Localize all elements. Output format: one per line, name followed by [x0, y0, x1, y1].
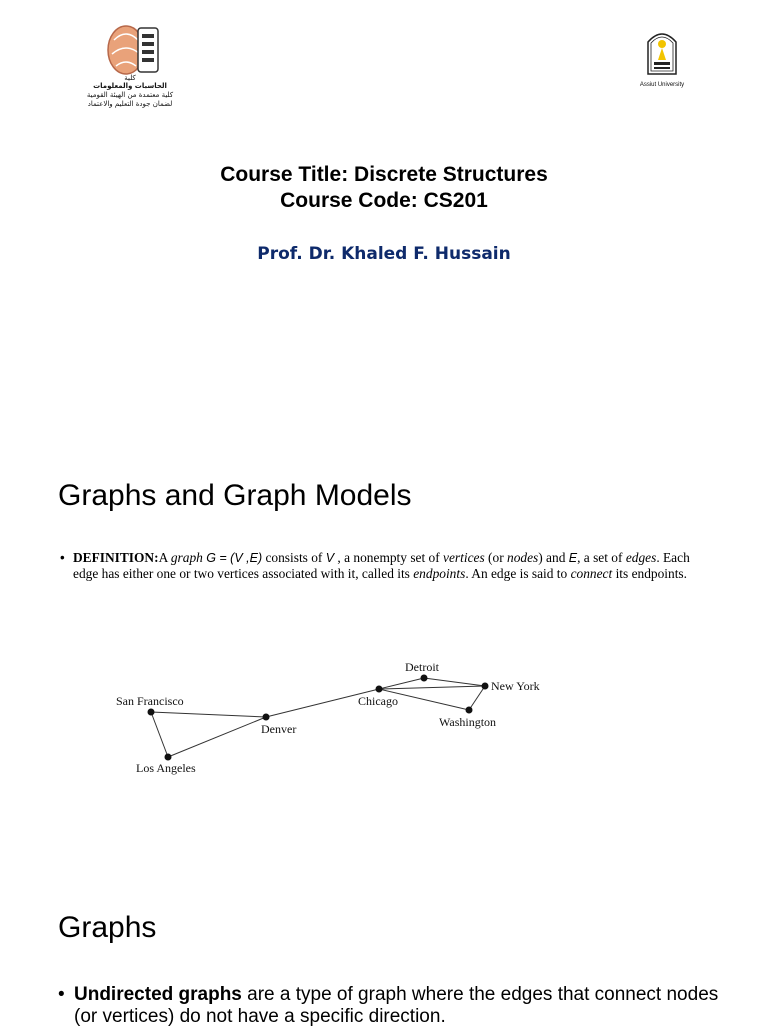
title-slide: [0, 0, 768, 440]
university-emblem-icon: [620, 28, 704, 78]
edge-la-denver: [168, 717, 266, 757]
edge-detroit-newyork: [424, 678, 485, 686]
university-logo: [620, 28, 704, 98]
faculty-name-line1: كلية: [124, 74, 136, 82]
undirected-text: Undirected graphs are a type of graph where the edges that connect nodes (or vertices) do not have a specific direction.: [74, 984, 719, 1027]
professor-name: Prof. Dr. Khaled F. Hussain: [257, 244, 511, 264]
label-new-york: New York: [491, 679, 540, 693]
faculty-accreditation-line2: لضمان جودة التعليم والاعتماد: [87, 100, 173, 108]
label-washington: Washington: [439, 715, 497, 729]
graphs-slide: [0, 880, 768, 1027]
edge-washington-newyork: [469, 686, 485, 710]
label-chicago: Chicago: [358, 694, 398, 708]
node-detroit: [421, 675, 428, 682]
node-new-york: [482, 683, 489, 690]
undirected-bullet: [58, 984, 738, 1028]
faculty-accreditation-line1: كلية معتمدة من الهيئة القومية: [86, 91, 174, 99]
faculty-logo: [84, 20, 176, 120]
definition-bullet: [60, 550, 710, 582]
node-los-angeles: [165, 754, 172, 761]
label-detroit: Detroit: [405, 660, 439, 674]
city-graph: [0, 645, 768, 795]
node-washington: [466, 707, 473, 714]
label-denver: Denver: [261, 722, 297, 736]
definition-text: DEFINITION:A graph G = (V ,E) consists of V , a nonempty set of vertices (or nodes) and E, a set of edges. Each edge has either one or two vertices associated with it, called its endpoints. An edge is said to connect its endpoints.: [73, 550, 690, 581]
course-heading: [0, 162, 768, 214]
slide-title: Graphs and Graph Models: [58, 479, 412, 512]
course-code: Course Code: CS201: [280, 189, 488, 212]
graph-models-slide: [0, 440, 768, 880]
bullet-icon: •: [60, 550, 65, 565]
slide-title: Graphs: [58, 911, 157, 944]
faculty-name-line2: الحاسبات والمعلومات: [93, 82, 167, 90]
label-los-angeles: Los Angeles: [136, 761, 196, 775]
edge-chicago-detroit: [379, 678, 424, 689]
bullet-icon: •: [58, 984, 65, 1005]
course-title: Course Title: Discrete Structures: [220, 163, 548, 186]
node-chicago: [376, 686, 383, 693]
university-name: Assiut University: [639, 82, 685, 88]
label-san-francisco: San Francisco: [116, 694, 184, 708]
node-san-francisco: [148, 709, 155, 716]
edge-sf-la: [151, 712, 168, 757]
faculty-emblem-icon: [84, 20, 176, 80]
node-denver: [263, 714, 270, 721]
edge-chicago-newyork: [379, 686, 485, 689]
edge-sf-denver: [151, 712, 266, 717]
